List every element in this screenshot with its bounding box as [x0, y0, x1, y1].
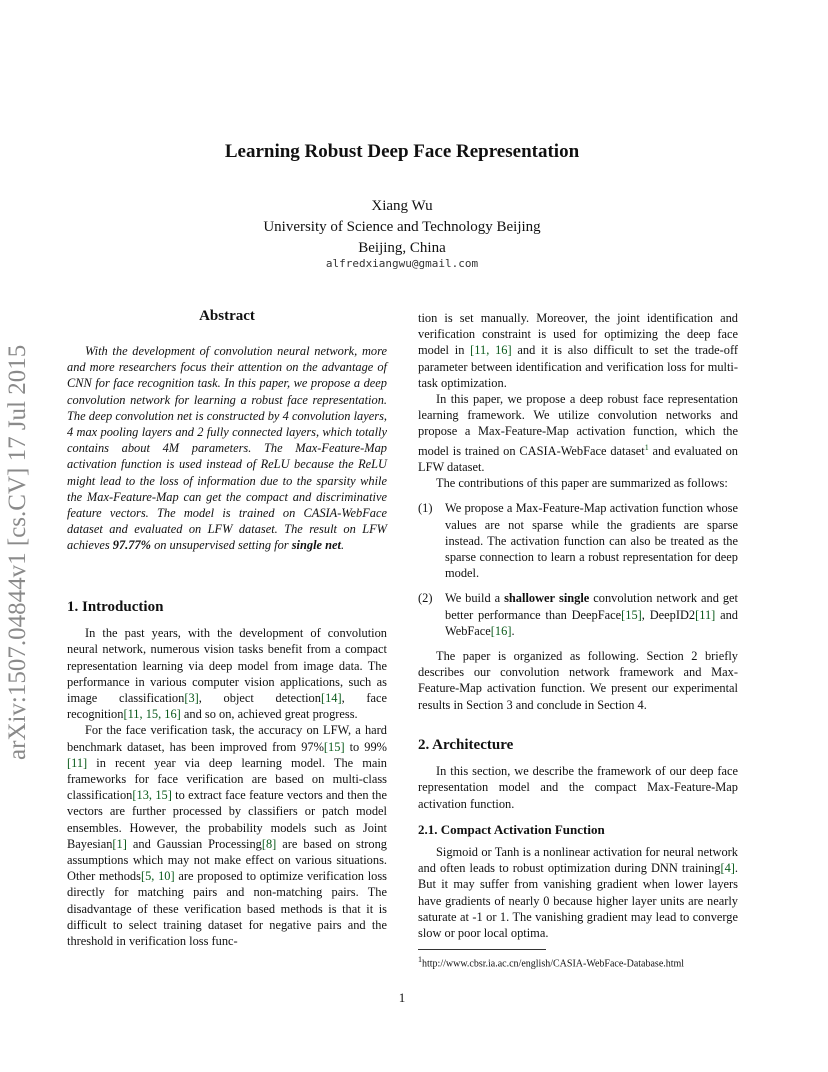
citation-link[interactable]: [1]	[112, 836, 127, 851]
intro-paragraph-2: For the face verification task, the accuracy on LFW, a hard benchmark dataset, has been improved from 97%[15] to 99%[11] in recent year via deep learning model. The main frameworks for face verification are based on multi-class classification[13, 15] to extract face feature vectors and then the vectors are further processed by classifiers or patch model ensembles. However, the probability models such as Joint Bayesian[1] and Gaussian Processing[8] are based on strong assumptions which may not make effect on various situations. Other methods[5, 10] are proposed to optimize verification loss directly for matching pairs and non-matching pairs. The disadvantage of these verification based methods is that it is difficult to select training dataset for negative pairs and the threshold in verification loss func-	[67, 723, 387, 949]
abstract-result-value: 97.77%	[112, 538, 151, 553]
abstract-heading: Abstract	[199, 308, 255, 324]
page-number: 1	[398, 990, 406, 1005]
right-paragraph-3: The contributions of this paper are summarized as follows:	[436, 476, 728, 491]
arxiv-identifier: arXiv:1507.04844v1 [cs.CV] 17 Jul 2015	[4, 344, 31, 760]
citation-link[interactable]: [13, 15]	[132, 788, 172, 803]
abstract-text: With the development of convolution neural network, more and more researchers focus their attention on the advantage of CNN for face recognition task. In this paper, we propose a deep convolution network for learning a robust face representation. The deep convolution net is constructed by 4 convolution layers, 4 max pooling layers and 2 fully connected layers, which totally contains about 4M parameters. The Max-Feature-Map activation function is used instead of ReLU because the ReLU might lead to the loss of information due to the sparsity while the Max-Feature-Map can get the compact and discriminative feature vectors. The model is trained on CASIA-WebFace dataset and evaluated on LFW dataset. The result on LFW achieves	[67, 344, 387, 553]
list-number: (2)	[418, 591, 433, 606]
right-paragraph-1: tion is set manually. Moreover, the joint identification and verification constraint is used for optimizing the deep face model in [11, 16] and it is also difficult to set the trade-off parameter between identification and verification loss for multi-task optimization.	[418, 311, 738, 390]
footnote-url[interactable]: http://www.cbsr.ia.ac.cn/english/CASIA-WebFace-Database.html	[422, 958, 685, 970]
author-location: Beijing, China	[358, 240, 446, 256]
footnote-marker[interactable]: 1	[644, 442, 649, 452]
right-paragraph-4: The paper is organized as following. Section 2 briefly describes our convolution network framework and Max-Feature-Map activation function. We present our experimental results in Section 3 and conclude in Section 4.	[418, 648, 738, 712]
author-block	[0, 196, 804, 259]
list-number: (1)	[418, 501, 433, 516]
abstract-bold-phrase: single net	[291, 538, 341, 553]
citation-link[interactable]: [11]	[67, 755, 88, 770]
architecture-heading: 2. Architecture	[418, 737, 514, 753]
footnote-mark: 1	[418, 955, 422, 964]
citation-link[interactable]: [5, 10]	[140, 869, 175, 884]
citation-link[interactable]: [11, 15, 16]	[123, 707, 181, 722]
citation-link[interactable]: [11, 16]	[470, 343, 512, 358]
author-name: Xiang Wu	[371, 198, 433, 214]
intro-paragraph-1: In the past years, with the development of convolution neural network, numerous vision tasks benefit from a compact representation learning via deep model from image data. The performance in various computer vision applications, such as image classification[3], object detection[14], face recognition[11, 15, 16] and so on, achieved great progress.	[67, 626, 387, 722]
citation-link[interactable]: [3]	[184, 691, 199, 706]
architecture-paragraph: In this section, we describe the framework of our deep face representation model and the compact Max-Feature-Map activation function.	[418, 764, 738, 811]
footnote	[418, 953, 684, 970]
list-text: We propose a Max-Feature-Map activation function whose values are not sparse while the gradients are sparse instead. The activation function can also be treated as the sparse connection to learn a robust representation for deep model.	[445, 501, 738, 581]
author-affiliation: University of Science and Technology Beijing	[263, 219, 541, 235]
abstract-text: .	[340, 538, 345, 553]
citation-link[interactable]: [15]	[323, 739, 345, 754]
author-email[interactable]: alfredxiangwu@gmail.com	[325, 257, 479, 270]
architecture-section	[418, 737, 738, 941]
list-text: We build a shallower single convolution network and get better performance than DeepFace[15], DeepID2[11] and WebFace[16].	[445, 591, 739, 638]
abstract-text: on unsupervised setting for	[150, 538, 292, 553]
paper-title: Learning Robust Deep Face Representation	[224, 141, 580, 162]
introduction-heading: 1. Introduction	[67, 599, 164, 615]
contribution-item-1	[418, 500, 738, 581]
citation-link[interactable]: [8]	[261, 836, 277, 851]
citation-link[interactable]: [15]	[621, 607, 642, 622]
right-column	[418, 310, 738, 713]
footnote-divider	[418, 949, 546, 950]
contribution-item-2	[418, 590, 738, 639]
subsection-heading: 2.1. Compact Activation Function	[418, 821, 605, 837]
abstract-body	[67, 343, 387, 554]
introduction-section	[67, 599, 387, 949]
citation-link[interactable]: [16]	[490, 623, 512, 638]
activation-paragraph: Sigmoid or Tanh is a nonlinear activation for neural network and often leads to robust optimization during DNN training[4]. But it may suffer from vanishing gradient when lower layers have gradients of nearly 0 because higher layer units are nearly saturate at -1 or 1. The vanishing gradient may lead to converge slow or poor local optima.	[418, 845, 738, 941]
citation-link[interactable]: [4]	[720, 861, 735, 876]
citation-link[interactable]: [14]	[320, 691, 342, 706]
citation-link[interactable]: [11]	[695, 607, 716, 622]
right-paragraph-2: In this paper, we propose a deep robust face representation learning framework. We utilize convolution networks and propose a Max-Feature-Map activation function, which the model is trained on CASIA-WebFace dataset$^1$ and evaluated on LFW dataset.	[418, 392, 738, 474]
